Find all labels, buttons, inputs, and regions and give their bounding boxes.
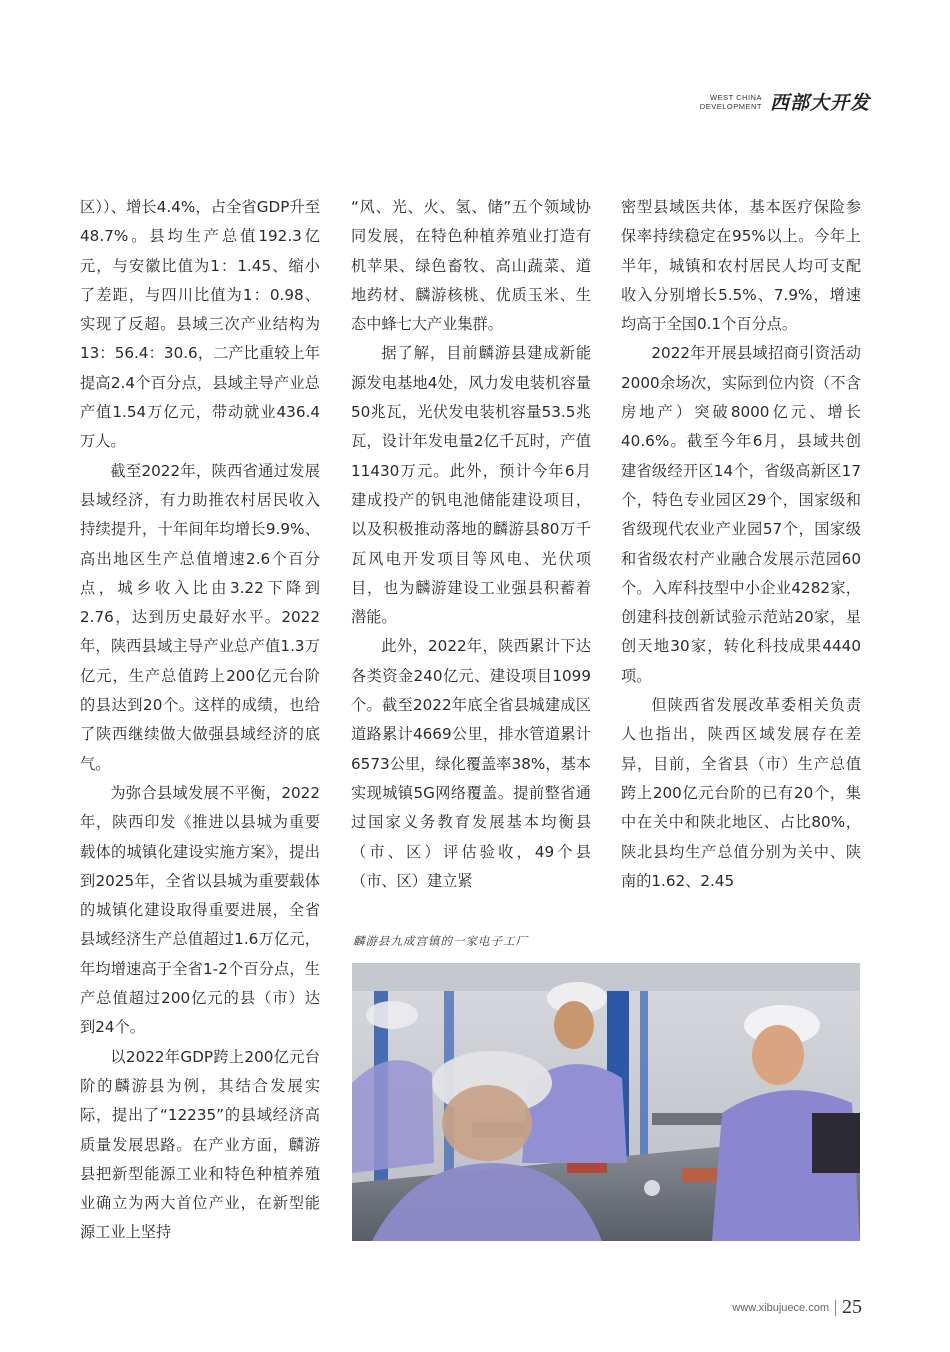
- text-column-2: [351, 193, 591, 896]
- paragraph: 截至2022年，陕西省通过发展县域经济，有力助推农村居民收入持续提升，十年间年均增长9.9%、高出地区生产总值增速2.6个百分点，城乡收入比由3.22下降到2.76，达到历史最好水平。2022年，陕西县域主导产业总产值1.3万亿元，生产总值跨上200亿元台阶的县达到20个。这样的成绩，也给了陕西继续做大做强县域经济的底气。: [80, 461, 320, 773]
- text-column-3: [621, 193, 861, 896]
- paragraph: 以2022年GDP跨上200亿元台阶的麟游县为例，其结合发展实际，提出了“12235”的县域经济高质量发展思路。在产业方面，麟游县把新型能源工业和特色种植养殖业确立为两大首位产业，在新型能源工业上坚持: [80, 1047, 320, 1242]
- paragraph: 但陕西省发展改革委相关负责人也指出，陕西区域发展存在差异，目前，全省县（市）生产总值跨上200亿元台阶的已有20个，集中在关中和陕北地区、占比80%，陕北县均生产总值分别为关中、陕南的1.62、2.45: [621, 696, 861, 890]
- paragraph: 据了解，目前麟游县建成新能源发电基地4处，风力发电装机容量50兆瓦，光伏发电装机容量53.5兆瓦，设计年发电量2亿千瓦时，产值11430万元。此外，预计今年6月建成投产的钒电池储能建设项目，以及积极推动落地的麟游县80万千瓦风电开发项目等风电、光伏项目，也为麟游建设工业强县积蓄着潜能。: [351, 344, 591, 627]
- masthead-english: [700, 93, 762, 111]
- factory-photo-illustration: [352, 963, 860, 1241]
- masthead-logo: 西部大开发: [769, 92, 870, 114]
- paragraph: 密型县域医共体，基本医疗保险参保率持续稳定在95%以上。今年上半年，城镇和农村居民人均可支配收入分别增长5.5%、7.9%，增速均高于全国0.1个百分点。: [621, 198, 861, 334]
- paragraph: 2022年开展县域招商引资活动2000余场次，实际到位内资（不含房地产）突破8000亿元、增长40.6%。截至今年6月，县域共创建省级经开区14个，省级高新区17个，特色专业园区29个，国家级和省级现代农业产业园57个，国家级和省级农村产业融合发展示范园60个。入库科技型中小企业4282家，创建科技创新试验示范站20家，星创天地30家，转化科技成果4440项。: [621, 344, 861, 685]
- masthead-en-line2: DEVELOPMENT: [699, 101, 762, 111]
- masthead: [700, 88, 870, 115]
- footer-divider: [835, 1300, 836, 1316]
- text-column-1: [80, 193, 320, 1248]
- page-footer: [732, 1296, 862, 1319]
- paragraph: “风、光、火、氢、储”五个领域协同发展，在特色种植养殖业打造有机苹果、绿色畜牧、高山蔬菜、道地药材、麟游核桃、优质玉米、生态中蜂七大产业集群。: [351, 198, 591, 334]
- factory-photo: [352, 963, 860, 1241]
- paragraph: 区））、增长4.4%，占全省GDP升至48.7%。县均生产总值192.3亿元，与安徽比值为1：1.45、缩小了差距，与四川比值为1：0.98、实现了反超。县域三次产业结构为13：56.4：30.6，二产比重较上年提高2.4个百分点，县域主导产业总产值1.54万亿元，带动就业436.4万人。: [80, 198, 320, 451]
- paragraph: 此外，2022年，陕西累计下达各类资金240亿元、建设项目1099个。截至2022年底全省县城建成区道路累计4669公里，排水管道累计6573公里，绿化覆盖率38%，基本实现城镇5G网络覆盖。提前整省通过国家义务教育发展基本均衡县（市、区）评估验收，49个县（市、区）建立紧: [351, 637, 591, 890]
- paragraph: 为弥合县域发展不平衡，2022年，陕西印发《推进以县城为重要载体的城镇化建设实施方案》，提出到2025年，全省以县城为重要载体的城镇化建设取得重要进展，全省县域经济生产总值超过1.6万亿元，年均增速高于全省1-2个百分点，生产总值超过200亿元的县（市）达到24个。: [80, 783, 320, 1037]
- page-number: 25: [842, 1296, 862, 1318]
- website-url: www.xibujuece.com: [732, 1301, 829, 1314]
- masthead-en-line1: WEST CHINA: [710, 92, 762, 102]
- photo-caption: 麟游县九成宫镇的一家电子工厂: [353, 934, 528, 948]
